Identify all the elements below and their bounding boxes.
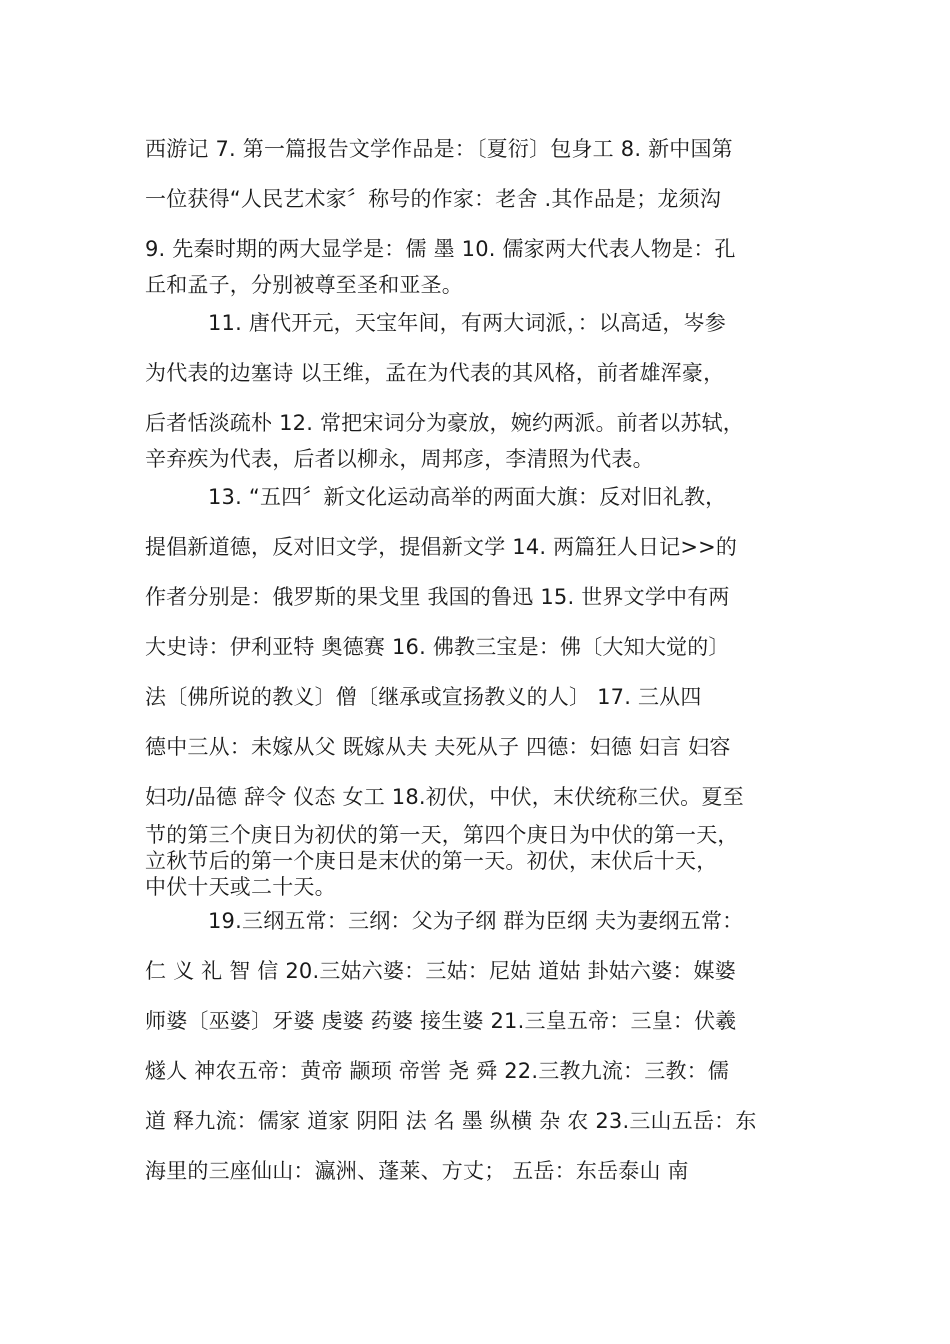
text-line-3: 9. 先秦时期的两大显学是：儒 墨 10. 儒家两大代表人物是：孔 bbox=[145, 237, 736, 261]
text-line-9: 13. “五四〞新文化运动高举的两面大旗：反对旧礼教， bbox=[208, 485, 727, 509]
text-line-22: 燧人 神农五帝：黄帝 颛顼 帝喾 尧 舜 22.三教九流：三教：儒 bbox=[145, 1059, 730, 1083]
text-line-14: 德中三从：未嫁从父 既嫁从夫 夫死从子 四德：妇德 妇言 妇容 bbox=[145, 735, 731, 759]
text-line-23: 道 释九流：儒家 道家 阴阳 法 名 墨 纵横 杂 农 23.三山五岳：东 bbox=[145, 1109, 757, 1133]
text-line-15: 妇功/品德 辞令 仪态 女工 18.初伏，中伏，末伏统称三伏。夏至 bbox=[145, 785, 744, 809]
text-line-19: 19.三纲五常：三纲：父为子纲 群为臣纲 夫为妻纲五常： bbox=[208, 909, 744, 933]
text-line-13: 法〔佛所说的教义〕僧〔继承或宣扬教义的人〕 17. 三从四 bbox=[145, 685, 702, 709]
text-line-12: 大史诗：伊利亚特 奥德赛 16. 佛教三宝是：佛〔大知大觉的〕 bbox=[145, 635, 730, 659]
text-line-6: 为代表的边塞诗 以王维，孟在为代表的其风格，前者雄浑豪， bbox=[145, 361, 725, 385]
text-line-4: 丘和孟子，分别被尊至圣和亚圣。 bbox=[145, 273, 463, 297]
text-line-20: 仁 义 礼 智 信 20.三姑六婆：三姑：尼姑 道姑 卦姑六婆：媒婆 bbox=[145, 959, 736, 983]
text-line-11: 作者分别是：俄罗斯的果戈里 我国的鲁迅 15. 世界文学中有两 bbox=[145, 585, 730, 609]
text-line-17: 立秋节后的第一个庚日是末伏的第一天。初伏，末伏后十天， bbox=[145, 849, 718, 873]
text-line-8: 辛弃疾为代表，后者以柳永，周邦彦，李清照为代表。 bbox=[145, 447, 654, 471]
text-line-24: 海里的三座仙山：瀛洲、蓬莱、方丈； 五岳：东岳泰山 南 bbox=[145, 1159, 689, 1183]
text-line-1: 西游记 7. 第一篇报告文学作品是：〔夏衍〕包身工 8. 新中国第 bbox=[145, 137, 733, 161]
text-line-2: 一位获得“人民艺术家〞称号的作家：老舍 .其作品是；龙须沟 bbox=[145, 187, 722, 211]
text-line-7: 后者恬淡疏朴 12. 常把宋词分为豪放，婉约两派。前者以苏轼， bbox=[145, 411, 744, 435]
text-line-21: 师婆〔巫婆〕牙婆 虔婆 药婆 接生婆 21.三皇五帝：三皇：伏羲 bbox=[145, 1009, 737, 1033]
text-line-18: 中伏十天或二十天。 bbox=[145, 875, 336, 899]
text-line-5: 11. 唐代开元，天宝年间，有两大词派，：以高适，岑参 bbox=[208, 311, 726, 335]
text-line-16: 节的第三个庚日为初伏的第一天，第四个庚日为中伏的第一天， bbox=[145, 823, 739, 847]
text-line-10: 提倡新道德，反对旧文学，提倡新文学 14. 两篇狂人日记>>的 bbox=[145, 535, 738, 559]
